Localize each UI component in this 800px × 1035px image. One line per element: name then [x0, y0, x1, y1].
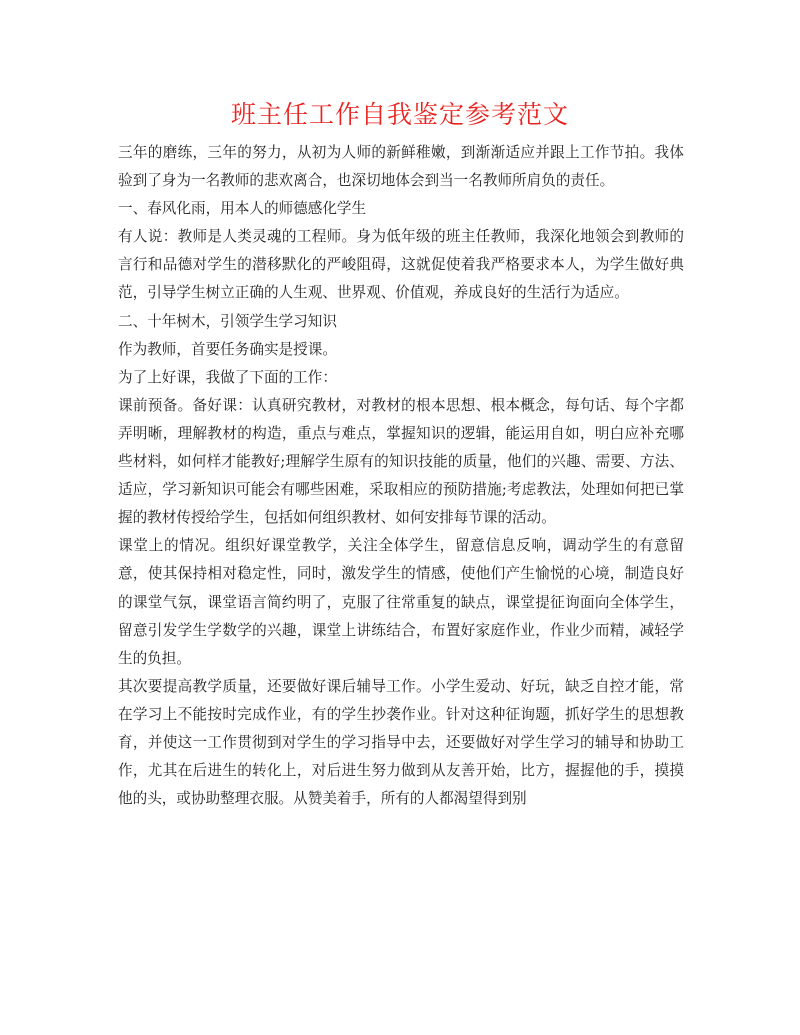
section-heading-2: 二、十年树木，引领学生学习知识 [118, 312, 337, 330]
section-2-line-1: 作为教师，首要任务确实是授课。 [118, 340, 337, 358]
classroom-paragraph: 课堂上的情况。组织好课堂教学，关注全体学生，留意信息反响，调动学生的有意留意，使其保持相对稳定性，同时，激发学生的情感，使他们产生愉悦的心境，制造良好的课堂气氛，课堂语言简约明了，克服了往常重复的缺点，课堂提征询面向全体学生，留意引发学生学数学的兴趣，课堂上讲练结合，布置好家庭作业，作业少而精，减轻学生的负担。 [118, 537, 684, 667]
document-title: 班主任工作自我鉴定参考范文 [230, 100, 569, 129]
lesson-prep-paragraph: 课前预备。备好课：认真研究教材，对教材的根本思想、根本概念，每句话、每个字都弄明晰，理解教材的构造，重点与难点，掌握知识的逻辑，能运用自如，明白应补充哪些材料，如何样才能教好;理解学生原有的知识技能的质量，他们的兴趣、需要、方法、适应，学习新知识可能会有哪些困难，采取相应的预防措施;考虑教法，处理如何把已掌握的教材传授给学生，包括如何组织教材、如何安排每节课的活动。 [118, 396, 684, 527]
document-body [118, 139, 684, 813]
section-2-line-2: 为了上好课，我做了下面的工作： [118, 368, 337, 386]
section-1-paragraph: 有人说：教师是人类灵魂的工程师。身为低年级的班主任教师，我深化地领会到教师的言行和品德对学生的潜移默化的严峻阻碍，这就促使着我严格要求本人，为学生做好典范，引导学生树立正确的人生观、世界观、价值观，养成良好的生活行为适应。 [118, 228, 684, 302]
intro-paragraph: 三年的磨练，三年的努力，从初为人师的新鲜稚嫩，到渐渐适应并跟上工作节拍。我体验到了身为一名教师的悲欢离合，也深切地体会到当一名教师所肩负的责任。 [118, 144, 684, 190]
section-heading-1: 一、春风化雨，用本人的师德感化学生 [118, 200, 367, 218]
after-class-paragraph: 其次要提高教学质量，还要做好课后辅导工作。小学生爱动、好玩，缺乏自控才能，常在学习上不能按时完成作业，有的学生抄袭作业。针对这种征询题，抓好学生的思想教育，并使这一工作贯彻到对学生的学习指导中去，还要做好对学生学习的辅导和协助工作，尤其在后进生的转化上，对后进生努力做到从友善开始，比方，握握他的手，摸摸他的头，或协助整理衣服。从赞美着手，所有的人都渴望得到别 [118, 677, 684, 808]
